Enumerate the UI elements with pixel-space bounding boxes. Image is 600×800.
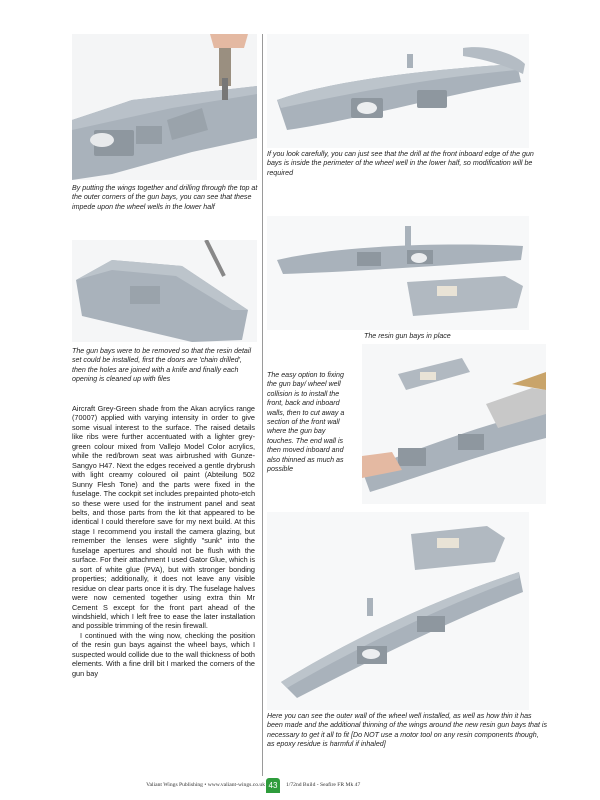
- caption-resin-gun-bays: The resin gun bays in place: [364, 332, 451, 340]
- caption-outer-wall-wheel-well: Here you can see the outer wall of the wheel well installed, as well as how thin it has been made and the additional thinning of the wings around the new resin gun bays that is necessary to get it all to fit [Do NOT use a motor tool on any resin components though, as epoxy residue is harmful if inhaled]: [267, 712, 548, 749]
- photo-wing-drill-check-image: [267, 34, 529, 148]
- photo-wing-drill-check: [267, 34, 529, 148]
- photo-wheel-well-wall-image: [267, 512, 529, 710]
- column-divider: [262, 34, 263, 776]
- body-paragraph: I continued with the wing now, checking the position of the resin gun bays against the wheel bays, which I suspected would collide due to the wall thickness of both elements. With a fine drill bit I marked the corners of the gun bay: [72, 630, 255, 678]
- page-footer: [0, 778, 600, 794]
- caption-drill-inside-wheel-well: If you look carefully, you can just see that the drill at the front inboard edge of the gun bays is inside the perimeter of the wheel well in the lower half, so modification will be required: [267, 150, 534, 177]
- footer-build-title: 1/72nd Build - Seafire FR Mk 47: [286, 782, 361, 788]
- article-body: [72, 404, 255, 678]
- photo-cut-front-wall: [362, 344, 546, 504]
- body-paragraph: Aircraft Grey-Green shade from the Akan acrylics range (70007) applied with varying intensity in order to give some visual interest to the surface. The raised details like ribs were further accentuated with a lighter grey-green colour mixed from Vallejo Model Color acrylics, while the red/brown seat was airbrushed with Gunze-Sangyo H47. Next the edges received a gentle drybrush with light creamy coloured oil paint (Abteilung 502 Sunny Flesh Tone) and the parts were fixed in the fuselage. The cockpit set includes prepainted photo-etch so these were used for the instrument panel and seat belts, and those parts from the kit that appeared to be identical I could therefore save for my next build. At this stage I recommend you install the camera glazing, but remember the lenses were slightly "sunk" into the fuselage apertures and should not be flush with the surface. For their attachment I used Gator Glue, which is a sort of white glue (PVA), but with stronger bonding properties; additionally, it does not leave any visible residue on clear parts once it is dry. The fuselage halves were now cemented together using extra thin Mr Cement S except for the front part ahead of the windshield, which I left free to ease the later installation and possible trimming of the resin firewall.: [72, 404, 255, 631]
- photo-drilling-wing: [72, 34, 257, 180]
- photo-gun-bays-removed-image: [72, 240, 257, 342]
- photo-gun-bays-removed: [72, 240, 257, 342]
- photo-cut-front-wall-image: [362, 344, 546, 504]
- photo-resin-gun-bays: [267, 216, 529, 330]
- page-number-badge: 43: [266, 778, 280, 793]
- photo-resin-gun-bays-image: [267, 216, 529, 330]
- footer-publisher: Valiant Wings Publishing • www.valiant-wings.co.uk: [146, 782, 265, 788]
- photo-wheel-well-wall: [267, 512, 529, 710]
- caption-easy-option: The easy option to fixing the gun bay/ wheel well collision is to install the front, back and inboard walls, then to cut away a section of the front wall where the gun bay touches. The end wall is then moved inboard and also thinned as much as possible: [267, 371, 345, 474]
- caption-gun-bays-removed: The gun bays were to be removed so that the resin detail set could be installed, first the doors are 'chain drilled', then the holes are joined with a knife and finally each opening is cleaned up with files: [72, 347, 252, 384]
- caption-drilling-wings: By putting the wings together and drilling through the top at the outer corners of the gun bays, you can see that these impede upon the wheel wells in the lower half: [72, 184, 258, 211]
- photo-drilling-wing-image: [72, 34, 257, 180]
